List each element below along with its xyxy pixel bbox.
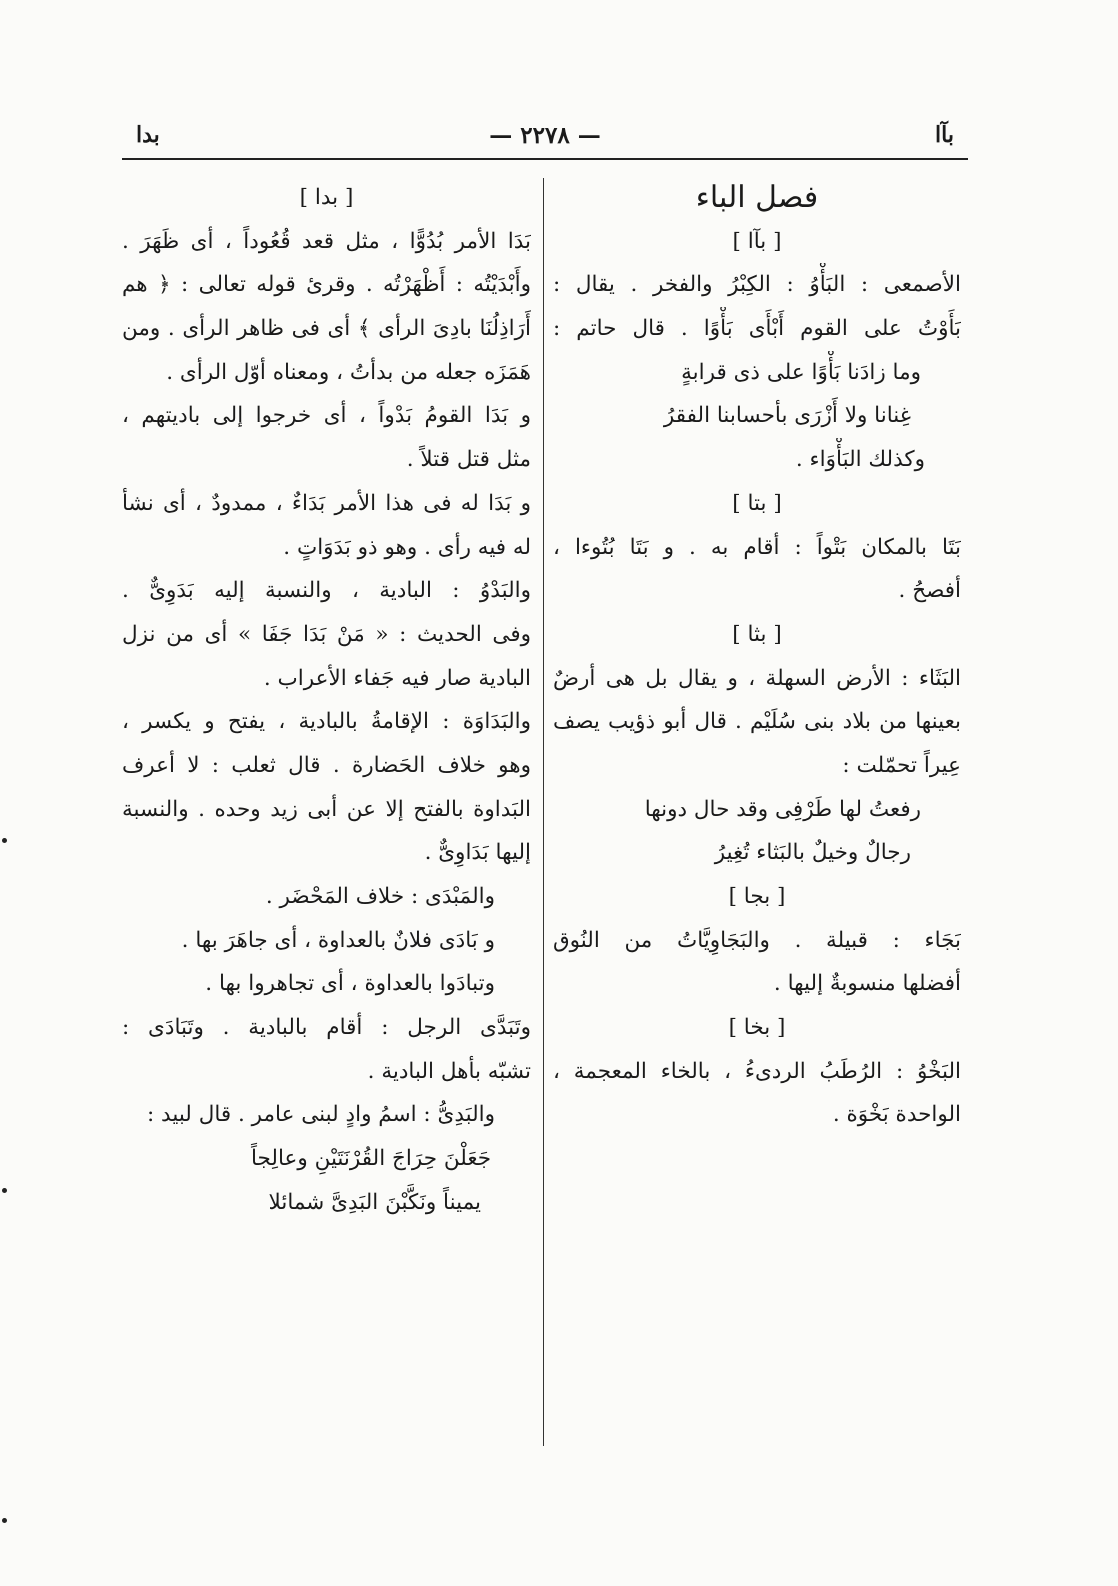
text-line: جَعَلْنَ حِرَاجَ القُرْنَتَيْنِ وعالِجاً: [251, 1146, 491, 1172]
text-line: وكذلك البَأْوَاء .: [795, 447, 925, 473]
text-line: و بَادَى فلانٌ بالعداوة ، أى جاهَرَ بها .: [181, 927, 495, 953]
text-line: بَتَا بالمكان بَتْواً : أقام به . و بَتَا بُتُوءا ،: [553, 534, 961, 560]
text-line: مثل قتل قتلاً .: [406, 447, 531, 473]
text-line: والمَبْدَى : خلاف المَحْضَر .: [265, 884, 495, 909]
text-line: له فيه رأى . وهو ذو بَدَوَاتٍ .: [283, 534, 531, 560]
text-line: رفعتُ لها طَرْفِى وقد حال دونها: [644, 796, 921, 822]
entry-heading: [ بجا ]: [728, 884, 786, 909]
text-line: الواحدة بَخْوَة .: [832, 1102, 961, 1128]
entry-heading: [ بثا ]: [732, 621, 782, 647]
text-line: تشبّه بأهل البادية .: [367, 1058, 531, 1084]
text-line: يميناً ونَكَّبْنَ البَدِىَّ شمائلا: [268, 1189, 481, 1215]
margin-mark: [2, 838, 7, 843]
text-line: رجالٌ وخيلٌ بالبَثاء تُغِيرُ: [714, 840, 911, 866]
header-left-catchword: بدا: [136, 122, 160, 148]
text-line: بَدَا الأمر بُدُوًّا ، مثل قعد قُعُوداً ، أى ظَهَرَ .: [122, 228, 531, 254]
column-divider: [543, 178, 544, 1446]
text-line: وفى الحديث : « مَنْ بَدَا جَفَا » أى من نزل: [122, 621, 531, 647]
header-right-catchword: بآا: [935, 122, 954, 148]
section-title: فصل الباء: [695, 180, 819, 215]
text-line: البادية صار فيه جَفاء الأعراب .: [263, 665, 531, 691]
text-line: بعينها من بلاد بنى سُلَيْم . قال أبو ذؤيب يصف: [553, 709, 961, 735]
text-line: وهو خلاف الحَضارة . قال ثعلب : لا أعرف: [122, 752, 531, 778]
page-header: [122, 118, 968, 160]
page-number: — ٢٢٧٨ —: [489, 122, 601, 149]
text-line: أَرَاذِلُنَا بادِىَ الرأى ﴾ أى فى ظاهر الرأى . ومن: [122, 316, 531, 342]
margin-mark: [2, 1188, 7, 1193]
text-line: وتبادَوا بالعداوة ، أى تجاهروا بها .: [205, 971, 495, 997]
text-line: بَأَوْتُ على القوم أَبْأَى بَأْوًا . قال حاتم :: [553, 316, 961, 342]
text-line: وتَبَدَّى الرجل : أقام بالبادية . وتَبَادَى :: [122, 1015, 531, 1041]
entry-heading: [ بخا ]: [728, 1015, 786, 1041]
text-line: عِيراً تحمّلت :: [842, 752, 961, 778]
text-line: والبَدَاوَة : الإقامةُ بالبادية ، يفتح و يكسر ،: [122, 709, 531, 735]
left-column: [122, 176, 531, 1225]
text-line: أفضلها منسوبةٌ إليها .: [773, 971, 961, 997]
text-line: البَخْوُ : الرُطَبُ الردىءُ ، بالخاء المعجمة ،: [553, 1058, 961, 1084]
text-line: البَثَاء : الأرض السهلة ، و يقال بل هى أرضٌ: [553, 665, 961, 691]
text-line: والبَدِىُّ : اسمُ وادٍ لبنى عامر . قال لبيد :: [146, 1102, 495, 1128]
margin-mark: [2, 1518, 7, 1523]
text-line: و بَدَا له فى هذا الأمر بَدَاءٌ ، ممدودٌ ، أى نشأ: [122, 490, 531, 516]
text-line: إليها بَدَاوِىٌّ .: [424, 840, 531, 866]
text-line: وأَبْدَيْتُه : أَظْهَرْتُه . وقرئ قوله تعالى : ﴿ هم: [122, 272, 531, 298]
text-line: غِنانا ولا أَزْرَى بأحسابنا الفقرُ: [663, 403, 911, 429]
text-line: أفصحُ .: [898, 578, 961, 604]
text-line: البَداوة بالفتح إلا عن أبى زيد وحده . والنسبة: [122, 796, 531, 822]
text-line: و بَدَا القومُ بَدْواً ، أى خرجوا إلى باديتهم ،: [122, 403, 531, 429]
entry-heading: [ بآا ]: [732, 228, 782, 254]
entry-heading: [ بتا ]: [732, 490, 782, 516]
text-line: وما زادَنا بَأْوًا على ذى قرابةٍ: [681, 359, 921, 385]
text-line: الأصمعى : البَأْوُ : الكِبْرُ والفخر . يقال :: [553, 272, 961, 298]
text-line: والبَدْوُ : البادية ، والنسبة إليه بَدَوِىٌّ .: [122, 578, 531, 604]
entry-heading: [ بدا ]: [299, 185, 354, 210]
right-column: [553, 176, 961, 1137]
text-line: هَمَزَه جعله من بدأتُ ، ومعناه أوّل الرأى .: [166, 359, 531, 385]
text-line: بَجَاء : قبيلة . والبَجَاوِيَّاتُ من النُوق: [553, 927, 961, 953]
